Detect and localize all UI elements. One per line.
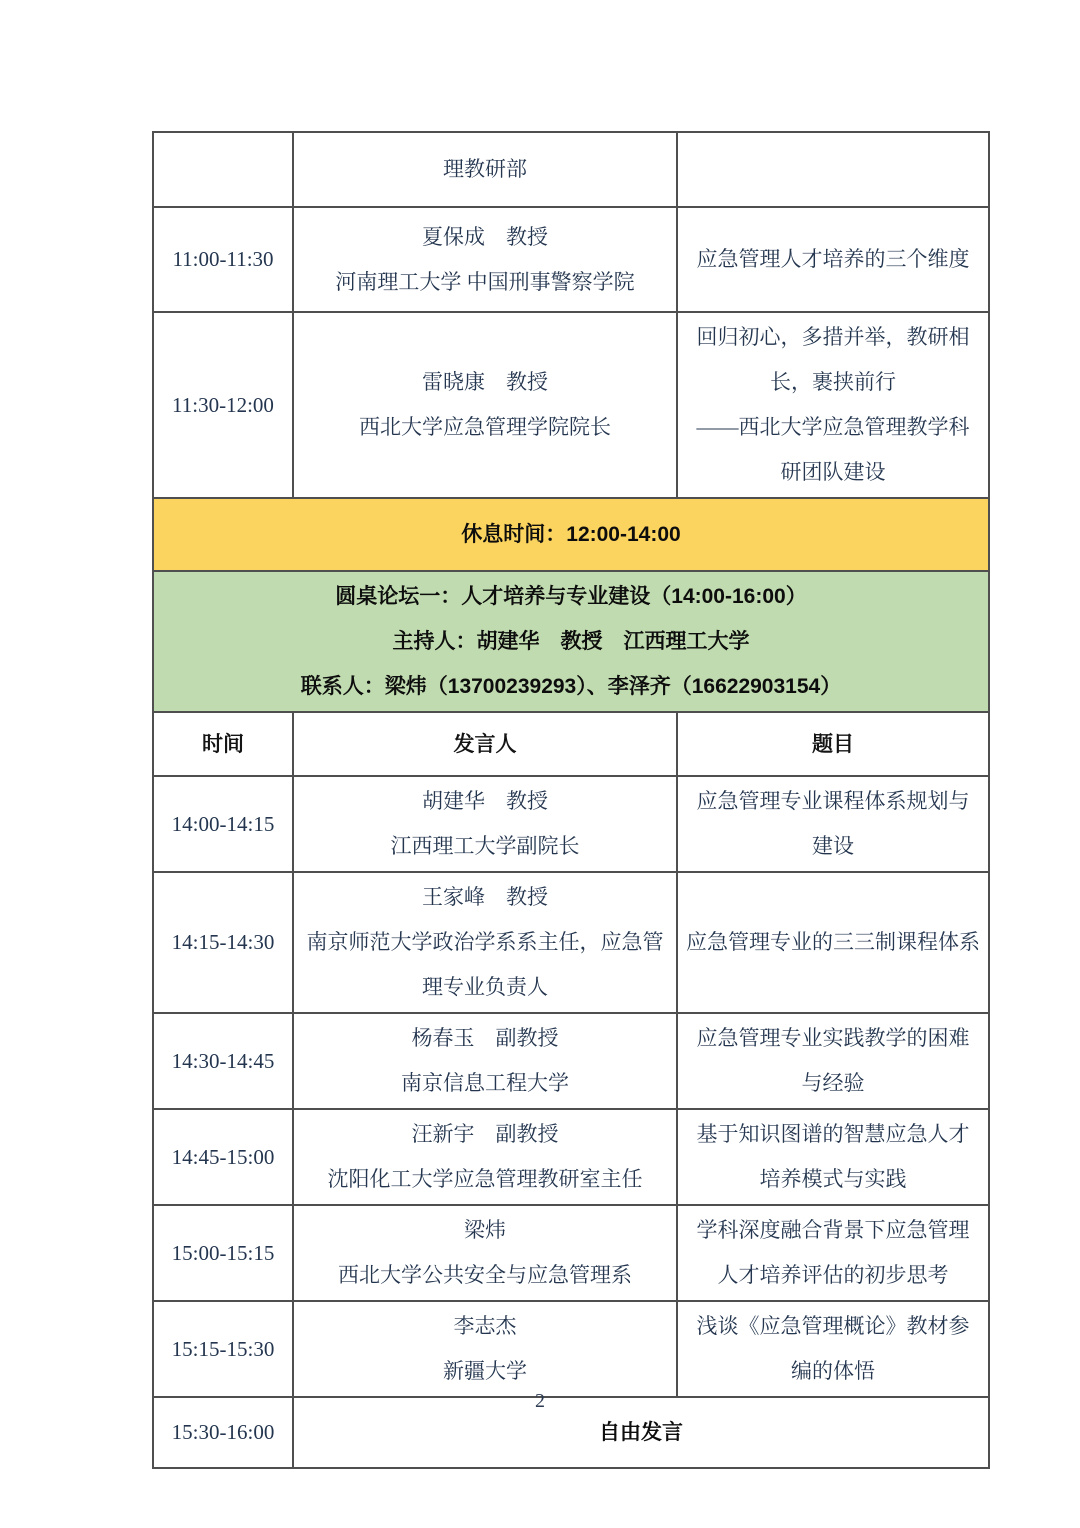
title-cell: 回归初心，多措并举，教研相 长，裹挟前行 ——西北大学应急管理教学科 研团队建设	[677, 312, 989, 498]
column-header-time: 时间	[153, 712, 293, 776]
speaker-cell: 汪新宇 副教授 沈阳化工大学应急管理教研室主任	[293, 1109, 677, 1205]
time-cell: 11:00-11:30	[153, 207, 293, 312]
forum-banner-row	[153, 571, 989, 712]
table-row	[153, 1013, 989, 1109]
title-cell: 应急管理人才培养的三个维度	[677, 207, 989, 312]
title-cell: 应急管理专业实践教学的困难 与经验	[677, 1013, 989, 1109]
free-discussion-cell: 自由发言	[293, 1397, 989, 1468]
table-row-continuation	[153, 132, 989, 207]
break-banner: 休息时间：12:00-14:00	[153, 498, 989, 571]
forum-title: 圆桌论坛一：人才培养与专业建设（14:00-16:00）	[335, 585, 807, 608]
speaker-cell: 雷晓康 教授 西北大学应急管理学院院长	[293, 312, 677, 498]
table-row	[153, 872, 989, 1013]
speaker-cell: 王家峰 教授 南京师范大学政治学系系主任，应急管 理专业负责人	[293, 872, 677, 1013]
break-banner-row	[153, 498, 989, 571]
speaker-cell: 杨春玉 副教授 南京信息工程大学	[293, 1013, 677, 1109]
time-cell: 15:15-15:30	[153, 1301, 293, 1397]
title-cell: 应急管理专业课程体系规划与 建设	[677, 776, 989, 872]
title-cell: 应急管理专业的三三制课程体系	[677, 872, 989, 1013]
table-row	[153, 207, 989, 312]
table-row	[153, 1109, 989, 1205]
schedule-table	[152, 131, 990, 1469]
speaker-cell: 胡建华 教授 江西理工大学副院长	[293, 776, 677, 872]
column-header-speaker: 发言人	[293, 712, 677, 776]
table-row	[153, 1301, 989, 1397]
time-cell: 14:00-14:15	[153, 776, 293, 872]
title-cell: 学科深度融合背景下应急管理 人才培养评估的初步思考	[677, 1205, 989, 1301]
title-cell: 基于知识图谱的智慧应急人才 培养模式与实践	[677, 1109, 989, 1205]
forum-host: 主持人：胡建华 教授 江西理工大学	[392, 630, 750, 653]
forum-banner	[153, 571, 989, 712]
time-cell: 14:45-15:00	[153, 1109, 293, 1205]
table-header-row	[153, 712, 989, 776]
title-cell: 浅谈《应急管理概论》教材参 编的体悟	[677, 1301, 989, 1397]
speaker-cell: 夏保成 教授 河南理工大学 中国刑事警察学院	[293, 207, 677, 312]
time-cell-empty	[153, 132, 293, 207]
speaker-cell-continuation: 理教研部	[293, 132, 677, 207]
forum-contacts: 联系人：梁炜（13700239293）、李泽齐（16622903154）	[300, 675, 842, 698]
title-cell-empty	[677, 132, 989, 207]
time-cell: 14:15-14:30	[153, 872, 293, 1013]
table-row	[153, 1205, 989, 1301]
table-row	[153, 776, 989, 872]
speaker-cell: 李志杰 新疆大学	[293, 1301, 677, 1397]
table-row	[153, 312, 989, 498]
speaker-cell: 梁炜 西北大学公共安全与应急管理系	[293, 1205, 677, 1301]
time-cell: 14:30-14:45	[153, 1013, 293, 1109]
time-cell: 15:00-15:15	[153, 1205, 293, 1301]
time-cell: 11:30-12:00	[153, 312, 293, 498]
column-header-title: 题目	[677, 712, 989, 776]
time-cell: 15:30-16:00	[153, 1397, 293, 1468]
page-number: 2	[535, 1390, 545, 1412]
